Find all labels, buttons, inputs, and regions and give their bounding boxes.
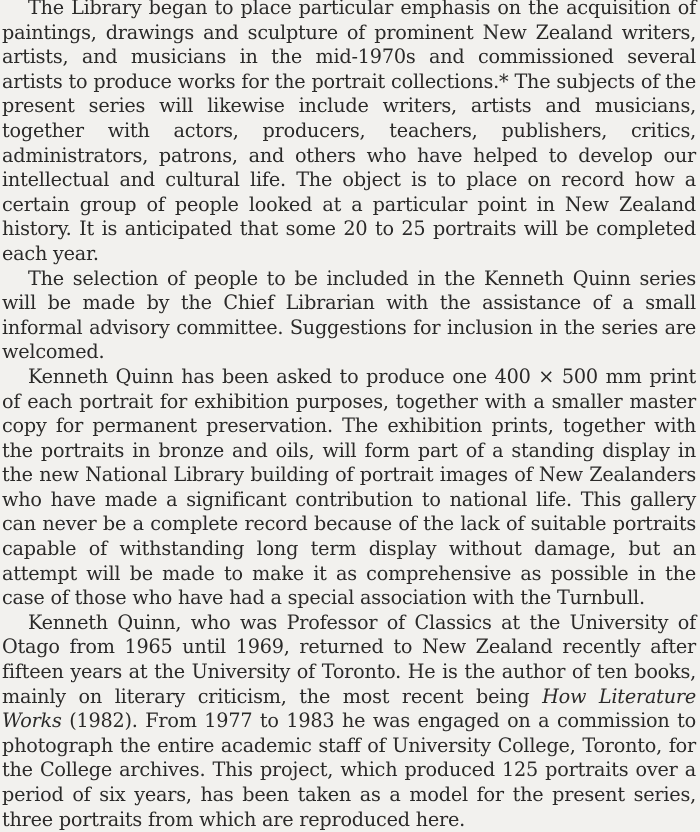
paragraph-exhibition-prints (0, 365, 700, 611)
paragraph-text-after-title: (1982). From 1977 to 1983 he was engaged on a commission to photograph the entire academic staff of University College, Toronto, for the College archives. This project, which produced 125 portraits over a period of six years, has been taken as a model for the present series, three portraits from which are reproduced here. (2, 709, 696, 831)
paragraph-text: The Library began to place particular emphasis on the acquisition of paintings, drawings and sculpture of prominent New Zealand writers, artists, and musicians in the mid-1970s and commissioned several artists to produce works for the portrait collections.* The subjects of the present series will likewise include writers, artists and musicians, together with actors, producers, teachers, publishers, critics, administrators, patrons, and others who have helped to develop our intellectual and cultural life. The object is to place on record how a certain group of people looked at a particular point in New Zealand history. It is anticipated that some 20 to 25 portraits will be completed each year. (2, 0, 696, 265)
paragraph-kenneth-quinn (0, 611, 700, 832)
paragraph-text: Kenneth Quinn has been asked to produce one 400 × 500 mm print of each portrait for exhibition purposes, together with a smaller master copy for permanent preservation. The exhibition prints, together with the portraits in bronze and oils, will form part of a standing display in the new National Library building of portrait images of New Zealanders who have made a significant contribution to national life. This gallery can never be a complete record because of the lack of suitable portraits capable of withstanding long term display without damage, but an attempt will be made to make it as comprehensive as possible in the case of those who have had a special association with the Turnbull. (2, 364, 696, 610)
book-title: How Literature Works (2, 684, 696, 733)
paragraph-text-before-title: Kenneth Quinn, who was Professor of Classics at the University of Otago from 1965 until 1969, returned to New Zealand recently after fifteen years at the University of Toronto. He is the author of ten books, mainly on literary criticism, the most recent being (2, 610, 696, 708)
paragraph-selection (0, 267, 700, 365)
paragraph-text: The selection of people to be included in the Kenneth Quinn series will be made by the Chief Librarian with the assistance of a small informal advisory committee. Suggestions for inclusion in the series are welcomed. (2, 266, 696, 364)
paragraph-library-emphasis (0, 0, 700, 267)
